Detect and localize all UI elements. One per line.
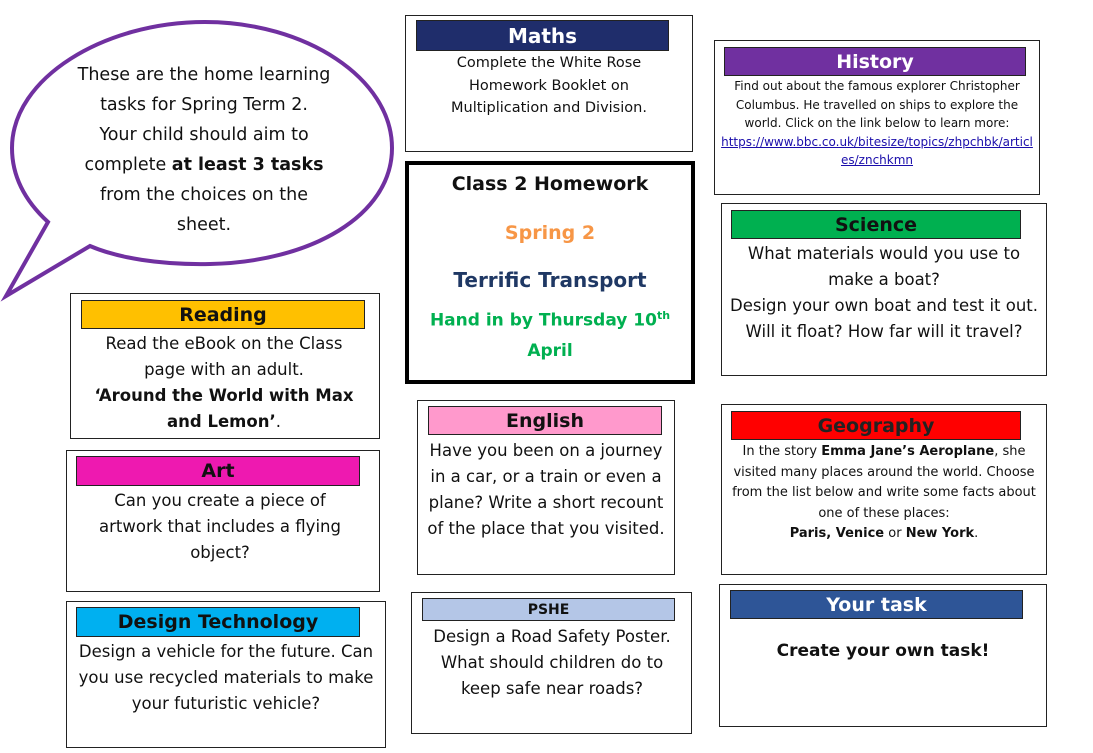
art-body: Can you create a piece of artwork that includes a flying object? <box>99 491 341 562</box>
hand-in-suffix: th <box>656 309 671 322</box>
bubble-line: Your child should aim to <box>99 125 309 145</box>
geography-header <box>731 411 1021 440</box>
design-technology-body: Design a vehicle for the future. Can you use recycled materials to make your futuristic vehicle? <box>78 642 374 713</box>
geography-post: , she visited many places around the world. Choose from the list below and write some facts about one of these places: <box>732 444 1036 521</box>
center-hand-in <box>409 301 691 366</box>
geography-pre: In the story <box>742 444 822 459</box>
bubble-line: These are the home learning <box>77 65 331 85</box>
science-title: Science <box>834 213 918 236</box>
reading-body <box>82 331 366 435</box>
your-task-header <box>730 590 1023 619</box>
geography-place: New York <box>905 526 975 541</box>
reading-book-title: ‘Around the World with Max and Lemon’ <box>94 386 354 431</box>
geography-place: Venice <box>835 526 885 541</box>
history-link[interactable]: https://www.bbc.co.uk/bitesize/topics/zhpchbk/articles/znchkmn <box>721 134 1033 167</box>
science-body <box>727 241 1041 345</box>
maths-body: Complete the White Rose Homework Booklet on Multiplication and Division. <box>451 55 647 116</box>
bubble-text-plain: complete <box>84 155 172 175</box>
center-term: Spring 2 <box>504 222 596 244</box>
pshe-title: PSHE <box>527 601 570 618</box>
reading-header <box>81 300 365 329</box>
art-title: Art <box>201 460 235 482</box>
center-topic: Terrific Transport <box>453 268 647 292</box>
history-text: Find out about the famous explorer Christopher Columbus. He travelled on ships to explore the world. Click on the link below to learn more: <box>734 79 1020 130</box>
center-title: Class 2 Homework <box>451 173 649 195</box>
art-header <box>76 456 360 486</box>
reading-text: Read the eBook on the Class page with an adult. <box>105 334 343 379</box>
reading-title: Reading <box>179 303 267 326</box>
reading-book-end: . <box>275 412 281 431</box>
history-title: History <box>836 50 914 73</box>
geography-separator: , <box>826 526 836 541</box>
science-question: What materials would you use to make a boat? <box>747 244 1021 289</box>
maths-header <box>416 20 669 51</box>
geography-story: Emma Jane’s Aeroplane <box>821 444 995 459</box>
bubble-line <box>62 150 346 180</box>
design-technology-header <box>76 607 360 637</box>
pshe-header <box>422 598 675 621</box>
science-header <box>731 210 1021 239</box>
bubble-line: tasks for Spring Term 2. <box>100 95 308 115</box>
bubble-text <box>62 60 346 240</box>
your-task-body: Create your own task! <box>776 641 990 661</box>
bubble-text-emphasis: at least 3 tasks <box>171 155 324 175</box>
bubble-line: sheet. <box>176 215 232 235</box>
geography-body <box>727 442 1041 545</box>
history-header <box>724 47 1026 76</box>
design-technology-title: Design Technology <box>117 611 319 633</box>
english-body: Have you been on a journey in a car, or a train or even a plane? Write a short recount of the place that you visited. <box>427 441 665 538</box>
hand-in-text: Hand in by Thursday 10 <box>429 310 657 331</box>
geography-place: Paris <box>789 526 827 541</box>
science-task: Design your own boat and test it out. Will it float? How far will it travel? <box>729 296 1039 341</box>
english-header <box>428 406 662 435</box>
pshe-body: Design a Road Safety Poster. What should children do to keep safe near roads? <box>433 627 671 698</box>
your-task-title: Your task <box>826 593 927 616</box>
maths-title: Maths <box>507 23 578 48</box>
english-title: English <box>506 409 584 432</box>
geography-title: Geography <box>817 414 935 437</box>
geography-end: . <box>974 526 979 541</box>
bubble-line: from the choices on the <box>99 185 308 205</box>
history-body <box>718 77 1036 170</box>
geography-separator: or <box>884 526 906 541</box>
hand-in-month: April <box>527 340 573 361</box>
reading-book <box>82 383 366 435</box>
